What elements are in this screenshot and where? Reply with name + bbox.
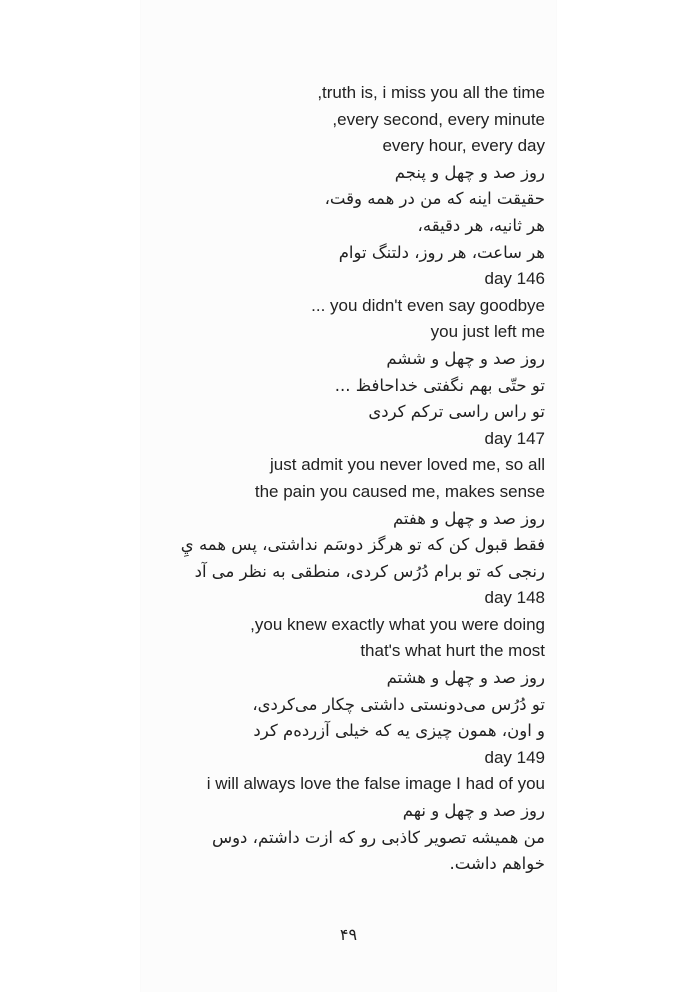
poem-line-fa: هر ساعت، هر روز، دلتنگ توام (338, 242, 545, 262)
poem-line-fa: تو دُرُس می‌دونستی داشتی چکار می‌کردی، (252, 694, 545, 714)
poem-line-en: ,every second, every minute (332, 109, 545, 129)
day-header-fa: روز صد و چهل و هشتم (386, 668, 545, 688)
poem-line-en: every hour, every day (382, 136, 545, 156)
day-header-en: day 149 (484, 747, 545, 767)
poem-text-block (141, 0, 556, 878)
day-header-fa: روز صد و چهل و هفتم (392, 508, 545, 528)
poem-line-en: that's what hurt the most (360, 641, 545, 661)
day-header-en: day 147 (484, 428, 545, 448)
poem-line-fa: هر ثانیه، هر دقیقه، (417, 215, 545, 235)
book-page (141, 0, 556, 992)
day-header-en: day 146 (484, 269, 545, 289)
poem-line-fa: حقیقت اینه که من در همه وقت، (324, 189, 545, 209)
poem-line-en: ,truth is, i miss you all the time (317, 83, 545, 102)
poem-line-fa: و اون، همون چیزی یه که خیلی آزرده‌م کرد (253, 721, 545, 741)
poem-line-fa: من همیشه تصویر کاذبی رو که ازت داشتم، دوس (211, 827, 545, 847)
poem-line-en: you just left me (430, 322, 545, 342)
poem-line-fa: خواهم داشت. (449, 854, 545, 874)
day-header-en: day 148 (484, 588, 545, 608)
poem-line-en: the pain you caused me, makes sense (254, 481, 545, 501)
poem-line-en: ,you knew exactly what you were doing (250, 614, 545, 634)
poem-line-en: just admit you never loved me, so all (270, 455, 545, 475)
poem-line-en: i will always love the false image I had of you (206, 774, 545, 794)
day-header-fa: روز صد و چهل و ششم (386, 348, 545, 368)
poem-line-fa: تو حتّی بهم نگفتی خداحافظ ... (334, 375, 545, 395)
poem-line-en: ... you didn't even say goodbye (311, 295, 545, 315)
page-number: ۴۹ (339, 925, 358, 944)
poem-line-fa: رنجی که تو برام دُرُس کردی، منطقی به نظر می آد (194, 561, 545, 581)
day-header-fa: روز صد و چهل و نهم (402, 801, 545, 821)
day-header-fa: روز صد و چهل و پنجم (394, 162, 545, 182)
poem-line-fa: تو راس راسی ترکم کردی (368, 402, 545, 422)
poem-line-fa: فقط قبول کن که تو هرگز دوسَم نداشتی، پس همه يِ (180, 535, 545, 555)
